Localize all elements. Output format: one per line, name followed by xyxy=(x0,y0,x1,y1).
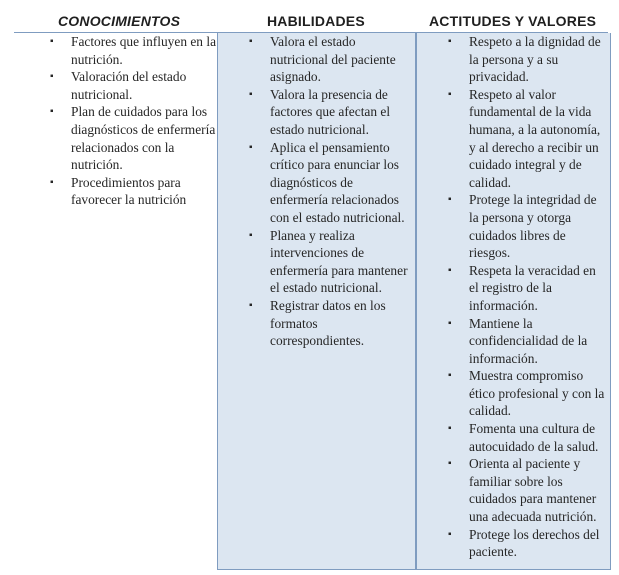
column-habilidades xyxy=(217,33,416,570)
list-item xyxy=(417,33,610,86)
list-item xyxy=(417,420,610,455)
list-item xyxy=(218,297,415,350)
bullet-icon: ▪ xyxy=(448,458,452,470)
bullet-icon: ▪ xyxy=(249,299,253,311)
list-item xyxy=(218,139,415,227)
actitudes-list xyxy=(417,33,610,561)
bullet-icon: ▪ xyxy=(50,106,54,118)
list-item xyxy=(417,191,610,261)
list-item-text: Mantiene la confidencialidad de la información. xyxy=(469,315,588,366)
list-item-text: Respeto a la dignidad de la persona y a su privacidad. xyxy=(469,34,601,85)
bullet-icon: ▪ xyxy=(50,176,54,188)
list-item xyxy=(417,455,610,525)
list-item-text: Respeto al valor fundamental de la vida humana, a la autonomía, y al derecho a recibir un cuidado integral y de calidad. xyxy=(469,86,601,190)
header-conocimientos: CONOCIMIENTOS xyxy=(58,13,181,29)
list-item xyxy=(218,86,415,139)
list-item xyxy=(417,262,610,315)
list-item-text: Muestra compromiso ético profesional y con la calidad. xyxy=(469,368,605,419)
list-item-text: Planea y realiza intervenciones de enfermería para mantener el estado nutricional. xyxy=(270,227,408,296)
list-item xyxy=(218,33,415,86)
list-item-text: Valora la presencia de factores que afectan el estado nutricional. xyxy=(270,86,391,137)
bullet-icon: ▪ xyxy=(448,88,452,100)
list-item-text: Protege los derechos del paciente. xyxy=(469,526,600,560)
table-header-row xyxy=(0,0,619,34)
list-item xyxy=(417,86,610,192)
list-item xyxy=(218,227,415,297)
bullet-icon: ▪ xyxy=(448,36,452,47)
bullet-icon: ▪ xyxy=(448,317,452,329)
bullet-icon: ▪ xyxy=(448,264,452,276)
column-actitudes-valores xyxy=(416,33,611,570)
bullet-icon: ▪ xyxy=(448,423,452,435)
bullet-icon: ▪ xyxy=(50,36,54,47)
habilidades-list xyxy=(218,33,415,350)
list-item-text: Plan de cuidados para los diagnósticos de enfermería relacionados con la nutrición. xyxy=(71,104,216,173)
list-item-text: Procedimientos para favorecer la nutrición xyxy=(71,174,187,208)
bullet-icon: ▪ xyxy=(50,71,54,83)
bullet-icon: ▪ xyxy=(448,528,452,540)
list-item xyxy=(417,367,610,420)
conocimientos-list xyxy=(40,33,216,209)
bullet-icon: ▪ xyxy=(249,88,253,100)
list-item xyxy=(40,68,216,103)
list-item-text: Valoración del estado nutricional. xyxy=(71,69,187,102)
list-item-text: Orienta al paciente y familiar sobre los cuidados para mantener una adecuada nutrición. xyxy=(469,456,597,525)
list-item-text: Aplica el pensamiento crítico para enunciar los diagnósticos de enfermería relacionados con el estado nutricional. xyxy=(270,139,405,225)
list-item-text: Protege la integridad de la persona y otorga cuidados libres de riesgos. xyxy=(469,192,597,261)
bullet-icon: ▪ xyxy=(249,36,253,47)
list-item-text: Valora el estado nutricional del paciente asignado. xyxy=(270,34,396,85)
list-item xyxy=(40,103,216,173)
column-conocimientos xyxy=(40,33,216,223)
bullet-icon: ▪ xyxy=(249,141,253,153)
list-item-text: Respeta la veracidad en el registro de la información. xyxy=(469,262,596,313)
bullet-icon: ▪ xyxy=(448,370,452,382)
header-habilidades: HABILIDADES xyxy=(267,13,365,29)
bullet-icon: ▪ xyxy=(249,229,253,241)
bullet-icon: ▪ xyxy=(448,194,452,206)
list-item xyxy=(417,526,610,561)
list-item-text: Registrar datos en los formatos correspondientes. xyxy=(270,297,386,349)
list-item xyxy=(40,33,216,68)
list-item xyxy=(40,174,216,209)
list-item-text: Fomenta una cultura de autocuidado de la salud. xyxy=(469,421,599,454)
list-item-text: Factores que influyen en la nutrición. xyxy=(71,34,217,67)
header-actitudes-valores: ACTITUDES Y VALORES xyxy=(429,13,597,29)
list-item xyxy=(417,315,610,368)
